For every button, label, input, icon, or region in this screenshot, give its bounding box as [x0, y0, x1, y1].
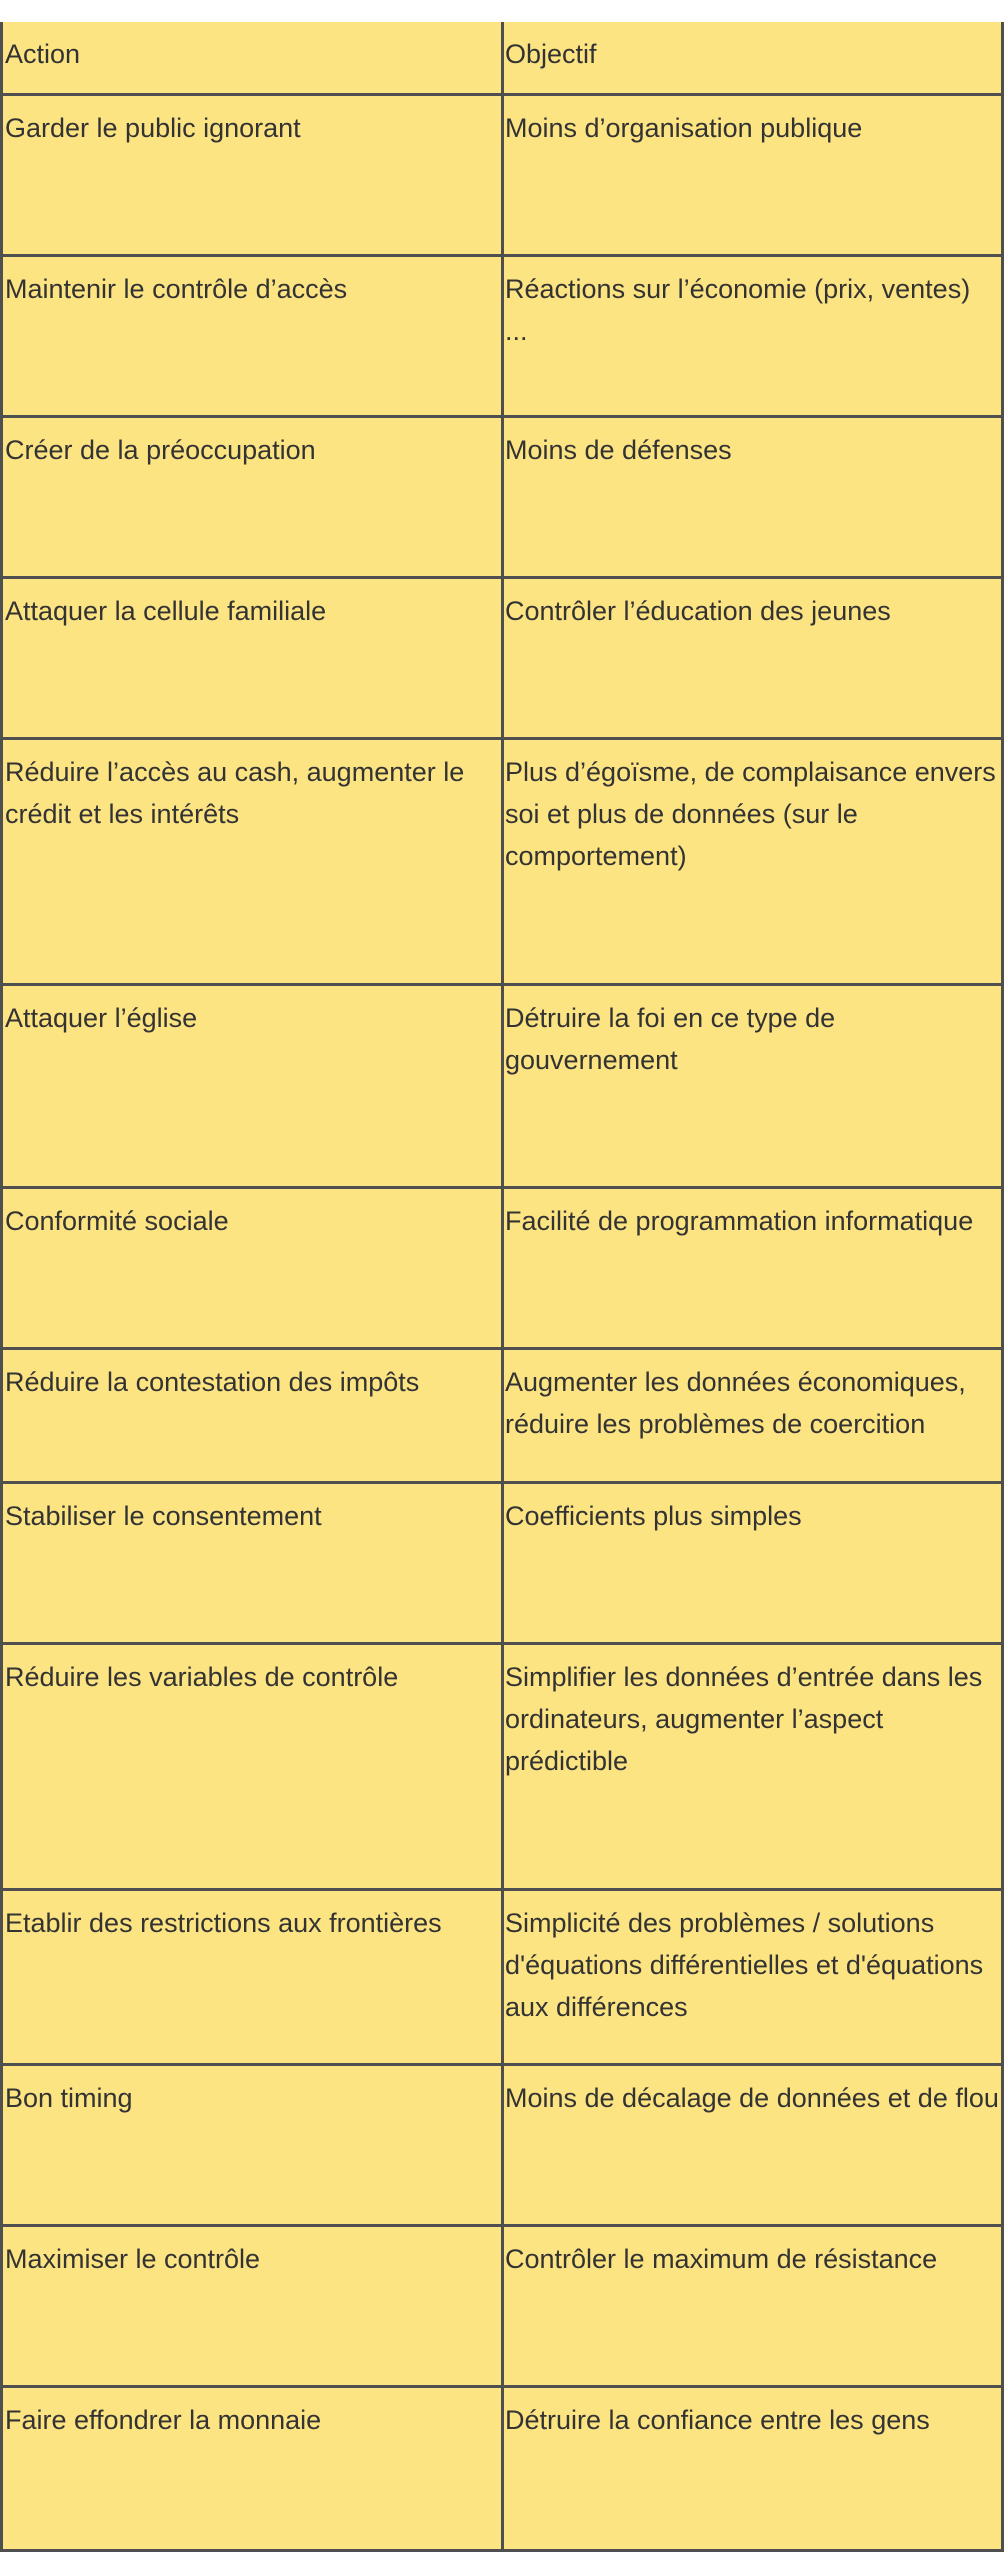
table-row — [3, 2388, 1001, 2549]
objectif-cell: Détruire la confiance entre les gens — [505, 2405, 930, 2435]
table-row — [3, 2066, 1001, 2227]
column-divider — [501, 2388, 504, 2549]
header-action: Action — [5, 39, 81, 69]
objectif-cell: Contrôler le maximum de résistance — [505, 2244, 938, 2274]
objectif-cell: Simplifier les données d’entrée dans les ordinateurs, augmenter l’aspect prédictible — [505, 1662, 983, 1776]
action-objective-table — [0, 22, 1004, 2552]
table-row — [3, 1189, 1001, 1350]
table-row — [3, 1484, 1001, 1645]
column-divider — [501, 22, 504, 93]
action-cell: Réduire les variables de contrôle — [5, 1662, 399, 1692]
column-divider — [501, 2227, 504, 2385]
objectif-cell: Moins d’organisation publique — [505, 113, 863, 143]
column-divider — [501, 579, 504, 737]
column-divider — [501, 1484, 504, 1642]
table-row — [3, 1350, 1001, 1484]
column-divider — [501, 1645, 504, 1888]
objectif-cell: Moins de défenses — [505, 435, 732, 465]
objectif-cell: Moins de décalage de données et de flou — [505, 2083, 999, 2113]
objectif-cell: Coefficients plus simples — [505, 1501, 802, 1531]
action-cell: Garder le public ignorant — [5, 113, 301, 143]
table-row — [3, 1645, 1001, 1891]
action-cell: Attaquer la cellule familiale — [5, 596, 327, 626]
objectif-cell: Augmenter les données économiques, réduire les problèmes de coercition — [505, 1367, 966, 1439]
column-divider — [501, 1891, 504, 2063]
action-cell: Maximiser le contrôle — [5, 2244, 261, 2274]
column-divider — [501, 257, 504, 415]
column-divider — [501, 740, 504, 983]
objectif-cell: Détruire la foi en ce type de gouvernement — [505, 1003, 836, 1075]
action-cell: Conformité sociale — [5, 1206, 229, 1236]
column-divider — [501, 1350, 504, 1481]
column-divider — [501, 1189, 504, 1347]
column-divider — [501, 986, 504, 1186]
table-row — [3, 257, 1001, 418]
action-cell: Bon timing — [5, 2083, 133, 2113]
action-cell: Créer de la préoccupation — [5, 435, 316, 465]
action-cell: Etablir des restrictions aux frontières — [5, 1908, 442, 1938]
objectif-cell: Réactions sur l’économie (prix, ventes) ... — [505, 274, 971, 346]
table-row — [3, 986, 1001, 1189]
header-objectif: Objectif — [505, 39, 597, 69]
action-cell: Réduire l’accès au cash, augmenter le crédit et les intérêts — [5, 757, 465, 829]
column-divider — [501, 2066, 504, 2224]
table-row — [3, 579, 1001, 740]
objectif-cell: Contrôler l’éducation des jeunes — [505, 596, 891, 626]
table-header-row — [3, 22, 1001, 96]
action-cell: Faire effondrer la monnaie — [5, 2405, 322, 2435]
table-row — [3, 2227, 1001, 2388]
action-cell: Maintenir le contrôle d’accès — [5, 274, 348, 304]
column-divider — [501, 418, 504, 576]
table-row — [3, 1891, 1001, 2066]
action-cell: Attaquer l’église — [5, 1003, 198, 1033]
table-row — [3, 418, 1001, 579]
column-divider — [501, 96, 504, 254]
action-cell: Stabiliser le consentement — [5, 1501, 322, 1531]
objectif-cell: Simplicité des problèmes / solutions d'équations différentielles et d'équations aux différences — [505, 1908, 984, 2022]
objectif-cell: Facilité de programmation informatique — [505, 1206, 974, 1236]
objectif-cell: Plus d’égoïsme, de complaisance envers soi et plus de données (sur le comportement) — [505, 757, 996, 871]
action-cell: Réduire la contestation des impôts — [5, 1367, 420, 1397]
table-row — [3, 740, 1001, 986]
table-row — [3, 96, 1001, 257]
